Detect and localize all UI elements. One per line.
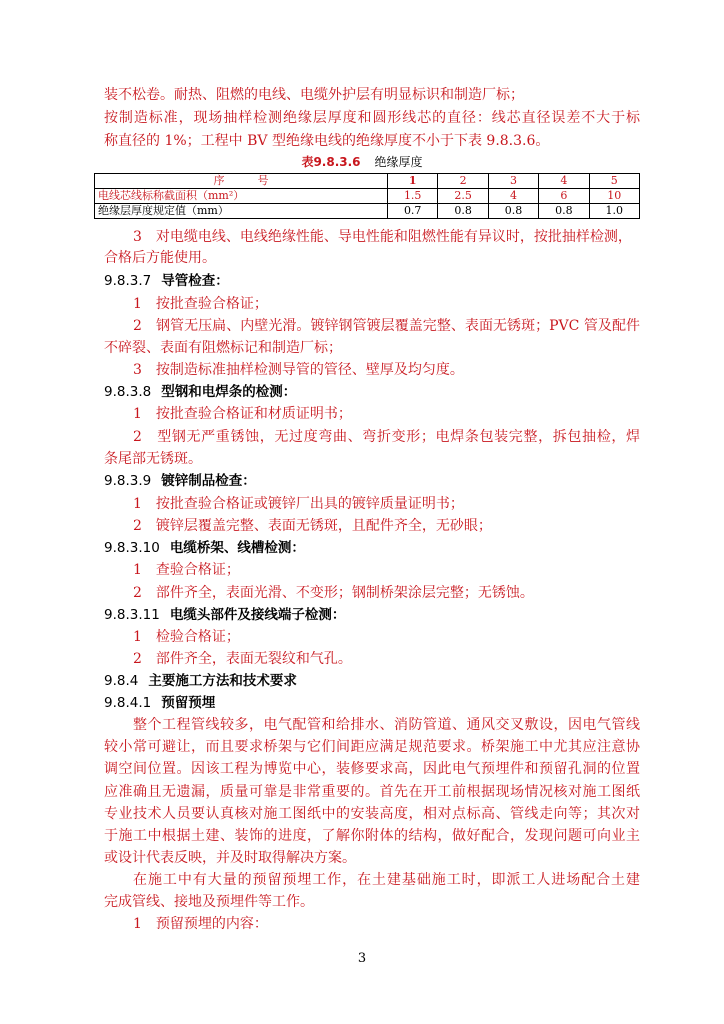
item1-line: 1 预留预埋的内容： [133,916,268,932]
table-header-cell: 5 [589,174,639,189]
intro-line-1: 装不松卷。耐热、阻燃的电线、电缆外护层有明显标识和制造厂标； [104,87,524,103]
s9837-line-3: 不碎裂、表面有阻燃标记和制造厂标； [104,340,342,356]
section-heading-9839 [104,471,256,491]
s9839-line-2: 2 镀锌层覆盖完整、表面无锈斑，且配件齐全，无砂眼； [133,518,492,534]
s98310-line-2: 2 部件齐全，表面光滑、不变形；钢制桥架涂层完整；无锈蚀。 [133,585,534,601]
para2-line-1: 在施工中有大量的预留预埋工作，在土建基础施工时，即派工人进场配合土建 [133,872,640,888]
para1-line-5: 专业技术人员要认真核对施工图纸中的安装高度，相对点标高、管线走向等；其次对 [104,806,640,822]
table-row-label: 绝缘层厚度规定值（mm） [95,204,388,219]
para1-line-1: 整个工程管线较多，电气配管和给排水、消防管道、通风交叉敷设，因电气管线 [133,717,640,733]
s98310-line-1: 1 查验合格证； [133,562,240,578]
s98311-line-2: 2 部件齐全，表面无裂纹和气孔。 [133,651,352,667]
s98311-line-1: 1 检验合格证； [133,629,240,645]
para1-line-4: 应准确且无遗漏，质量可靠是非常重要的。首先在开工前根据现场情况核对施工图纸 [104,784,640,800]
table-row-label: 电线芯线标称截面积（mm²） [95,189,388,204]
section-heading-9838 [104,382,296,402]
para1-line-3: 调空间位置。因该工程为博览中心，装修要求高，因此电气预埋件和预留孔洞的位置 [104,761,640,777]
para1-line-7: 或设计代表反映，并及时取得解决方案。 [104,850,356,866]
table-cell: 0.8 [539,204,589,219]
table-cell: 0.8 [438,204,488,219]
section-title: 导管检查： [161,273,229,289]
table-cell: 2.5 [438,189,488,204]
table-cell: 1.0 [589,204,639,219]
table-row [95,174,640,189]
section-title: 主要施工方法和技术要求 [148,673,297,689]
table-header-cell: 4 [539,174,589,189]
intro-line-2: 按制造标准，现场抽样检测绝缘层厚度和圆形线芯的直径：线芯直径误差不大于标 [104,110,640,126]
section-heading-9837 [104,271,229,291]
table-cell: 4 [488,189,538,204]
section-number: 9.8.4 [104,673,139,689]
s9838-line-1: 1 按批查验合格证和材质证明书； [133,406,352,422]
page-number: 3 [357,951,367,966]
section-title: 镀锌制品检查： [161,473,256,489]
para2-line-2: 完成管线、接地及预埋件等工作。 [104,894,314,910]
section-title: 电缆头部件及接线端子检测： [169,607,346,623]
section-heading-98310 [104,538,305,558]
table-cell: 6 [539,189,589,204]
para1-line-2: 较小常可避让，而且要求桥架与它们间距应满足规范要求。桥架施工中尤其应注意协 [104,739,640,755]
section-title: 型钢和电焊条的检测： [161,384,297,400]
para1-line-6: 于施工中根据土建、装饰的进度，了解你附体的结构，做好配合，发现问题可向业主 [104,828,640,844]
section-number: 9.8.3.7 [104,273,152,289]
s9838-line-2: 2 型钢无严重锈蚀，无过度弯曲、弯折变形；电焊条包装完整，拆包抽检，焊 [133,429,640,445]
section-heading-9841 [104,693,215,713]
section-number: 9.8.3.9 [104,473,152,489]
table-row [95,189,640,204]
item3-line-1: 3 对电缆电线、电线绝缘性能、导电性能和阻燃性能有异议时，按批抽样检测， [133,229,632,245]
section-number: 9.8.4.1 [104,695,152,711]
table-caption-number: 表9.8.3.6 [301,155,361,169]
section-title: 预留预埋 [161,695,216,711]
table-row [95,204,640,219]
s9837-line-1: 1 按批查验合格证； [133,296,268,312]
table-header-cell: 3 [488,174,538,189]
table-cell: 0.8 [488,204,538,219]
section-number: 9.8.3.11 [104,607,160,623]
section-heading-984 [104,671,297,691]
s9839-line-1: 1 按批查验合格证或镀锌厂出具的镀锌质量证明书； [133,496,464,512]
table-cell: 1.5 [388,189,438,204]
table-header-cell: 1 [388,174,438,189]
table-caption [0,154,724,170]
section-title: 电缆桥架、线槽检测： [169,540,305,556]
section-heading-98311 [104,605,345,625]
table-cell: 0.7 [388,204,438,219]
table-cell: 10 [589,189,639,204]
s9837-line-4: 3 按制造标准抽样检测导管的管径、壁厚及均匀度。 [133,362,464,378]
table-caption-title: 绝缘厚度 [374,155,423,169]
item3-line-2: 合格后方能使用。 [104,250,216,266]
table-header-cell: 2 [438,174,488,189]
insulation-thickness-table [94,173,640,219]
section-number: 9.8.3.8 [104,384,152,400]
table-header-label: 序 号 [95,174,388,189]
intro-line-3: 称直径的 1%；工程中 BV 型绝缘电线的绝缘厚度不小于下表 9.8.3.6。 [104,133,550,149]
s9838-line-3: 条尾部无锈斑。 [104,451,202,467]
section-number: 9.8.3.10 [104,540,160,556]
s9837-line-2: 2 钢管无压扁、内壁光滑。镀锌钢管镀层覆盖完整、表面无锈斑；PVC 管及配件 [133,318,640,334]
